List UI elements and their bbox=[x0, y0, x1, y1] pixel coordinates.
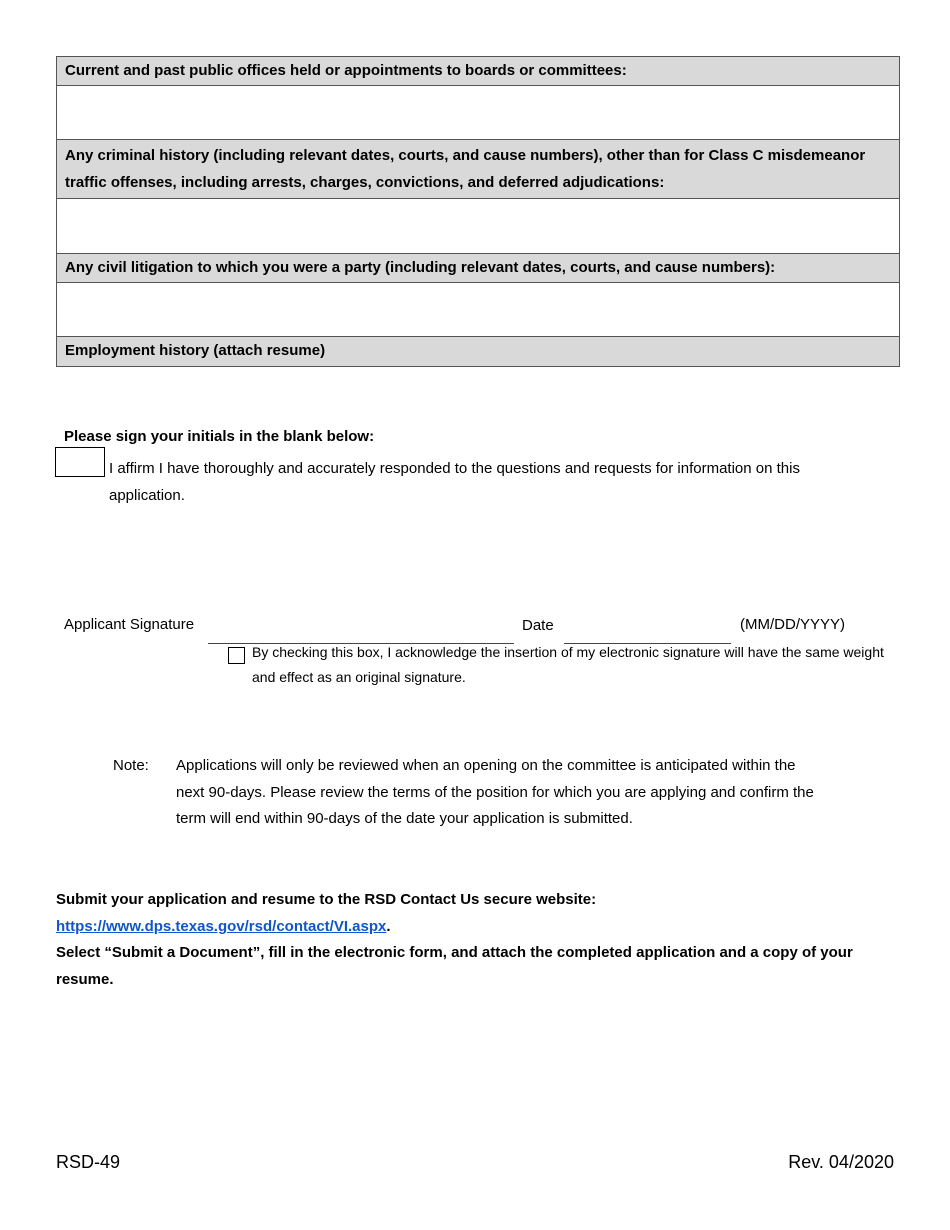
public-offices-heading: Current and past public offices held or appointments to boards or committees: bbox=[65, 62, 627, 79]
rsd-contact-link[interactable]: https://www.dps.texas.gov/rsd/contact/VI.aspx bbox=[56, 918, 387, 935]
table-header-employment-history bbox=[57, 337, 899, 366]
note-line1: Applications will only be reviewed when an opening on the committee is anticipated within the bbox=[176, 757, 796, 774]
esign-text-line2: and effect as an original signature. bbox=[252, 669, 466, 685]
table-header-public-offices bbox=[57, 57, 899, 86]
revision-date: Rev. 04/2020 bbox=[788, 1152, 894, 1172]
civil-litigation-input[interactable] bbox=[57, 283, 899, 336]
criminal-history-field-cell bbox=[57, 199, 899, 254]
initials-input-box[interactable] bbox=[55, 447, 105, 477]
affirm-text-line1: I affirm I have thoroughly and accurately responded to the questions and requests for information on this bbox=[109, 460, 800, 477]
initials-prompt: Please sign your initials in the blank below: bbox=[64, 428, 375, 445]
select-document-instruction-line2: resume. bbox=[56, 971, 114, 988]
criminal-history-heading-line2: traffic offenses, including arrests, charges, convictions, and deferred adjudications: bbox=[65, 174, 665, 191]
applicant-signature-label: Applicant Signature bbox=[64, 616, 195, 633]
criminal-history-heading: Any criminal history (including relevant dates, courts, and cause numbers), other than for Class C misdemeanor bbox=[65, 147, 866, 164]
note-label: Note: bbox=[113, 757, 149, 774]
submit-instruction: Submit your application and resume to the RSD Contact Us secure website: bbox=[56, 891, 597, 908]
table-header-civil-litigation bbox=[57, 254, 899, 283]
history-table bbox=[56, 56, 900, 367]
public-offices-field-cell bbox=[57, 86, 899, 140]
employment-history-heading: Employment history (attach resume) bbox=[65, 342, 326, 359]
url-suffix: . bbox=[386, 918, 391, 935]
esign-text-line1: By checking this box, I acknowledge the insertion of my electronic signature will have the same weight bbox=[252, 644, 884, 660]
criminal-history-input[interactable] bbox=[57, 199, 899, 253]
select-document-instruction-line1: Select “Submit a Document”, fill in the electronic form, and attach the completed application and a copy of your bbox=[56, 944, 853, 961]
civil-litigation-heading: Any civil litigation to which you were a party (including relevant dates, courts, and cause numbers): bbox=[65, 259, 776, 276]
date-label: Date bbox=[522, 617, 554, 634]
date-format-hint: (MM/DD/YYYY) bbox=[740, 616, 845, 633]
table-header-criminal-history bbox=[57, 140, 899, 199]
note-line3: term will end within 90-days of the date your application is submitted. bbox=[176, 810, 633, 827]
submit-url-line bbox=[56, 918, 391, 935]
esign-checkbox[interactable] bbox=[228, 647, 245, 664]
public-offices-input[interactable] bbox=[57, 86, 899, 139]
affirm-text-line2: application. bbox=[109, 487, 185, 504]
civil-litigation-field-cell bbox=[57, 283, 899, 337]
note-line2: next 90-days. Please review the terms of the position for which you are applying and confirm the bbox=[176, 784, 814, 801]
form-id: RSD-49 bbox=[56, 1152, 121, 1172]
